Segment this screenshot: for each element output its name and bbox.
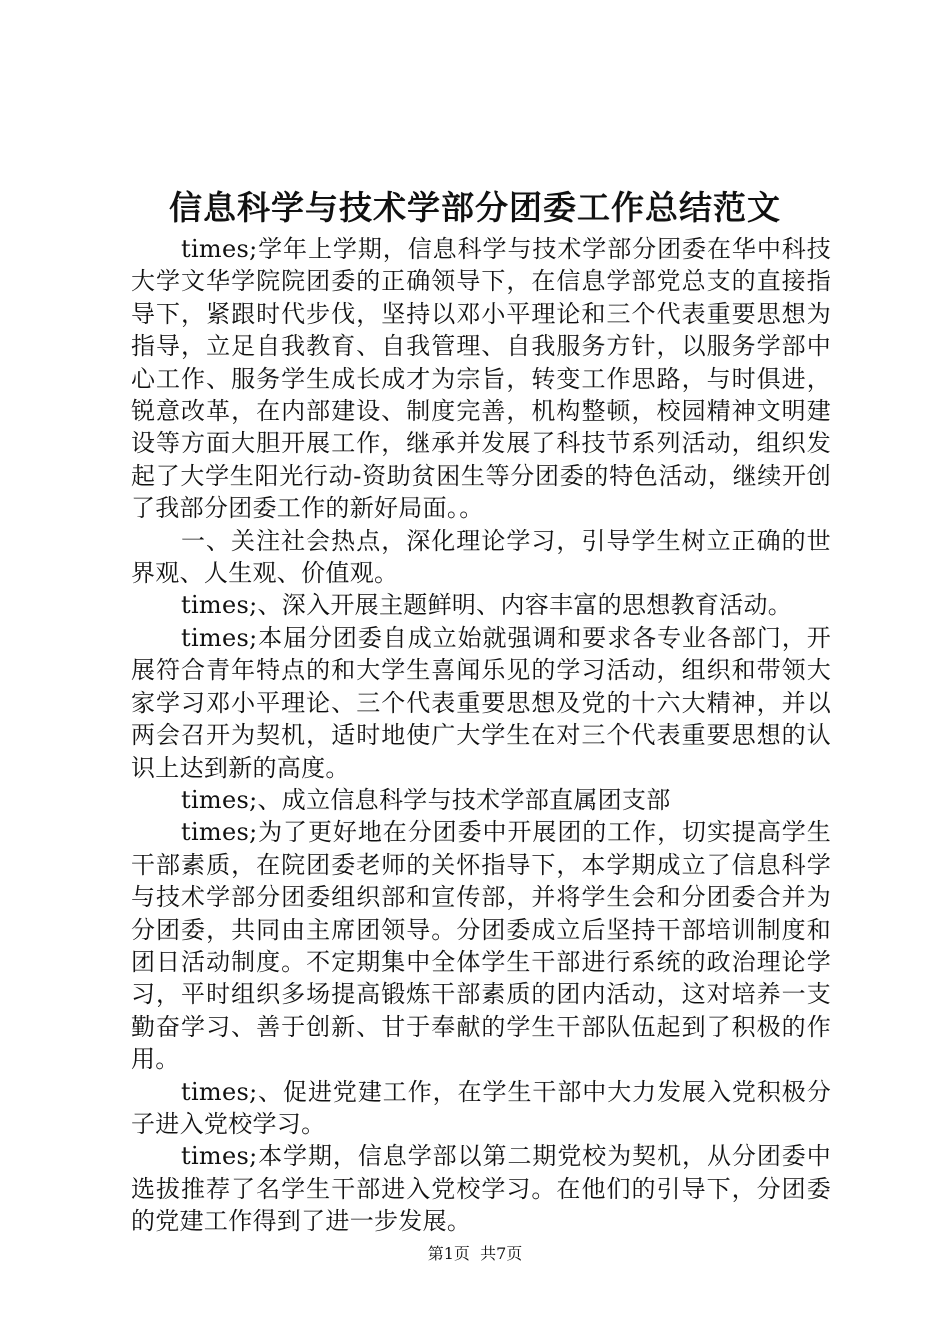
- paragraph: times;本届分团委自成立始就强调和要求各专业各部门，开展符合青年特点的和大学生喜闻乐见的学习活动，组织和带领大家学习邓小平理论、三个代表重要思想及党的十六大精神，并以两会召开为契机，适时地使广大学生在对三个代表重要思想的认识上达到新的高度。: [131, 623, 831, 782]
- document-body: [131, 233, 831, 1238]
- paragraph: times;为了更好地在分团委中开展团的工作，切实提高学生干部素质，在院团委老师的关怀指导下，本学期成立了信息科学与技术学部分团委组织部和宣传部，并将学生会和分团委合并为分团委，共同由主席团领导。分团委成立后坚持干部培训制度和团日活动制度。不定期集中全体学生干部进行系统的政治理论学习，平时组织多场提高锻炼干部素质的团内活动，这对培养一支勤奋学习、善于创新、甘于奉献的学生干部队伍起到了积极的作用。: [131, 818, 831, 1074]
- paragraph: times;学年上学期，信息科学与技术学部分团委在华中科技大学文华学院院团委的正确领导下，在信息学部党总支的直接指导下，紧跟时代步伐，坚持以邓小平理论和三个代表重要思想为指导，立足自我教育、自我管理、自我服务方针，以服务学部中心工作、服务学生成长成才为宗旨，转变工作思路，与时俱进，锐意改革，在内部建设、制度完善，机构整顿，校园精神文明建设等方面大胆开展工作，继承并发展了科技节系列活动，组织发起了大学生阳光行动-资助贫困生等分团委的特色活动，继续开创了我部分团委工作的新好局面。。: [131, 235, 831, 523]
- paragraph: times;本学期，信息学部以第二期党校为契机，从分团委中选拔推荐了名学生干部进入党校学习。在他们的引导下，分团委的党建工作得到了进一步发展。: [131, 1142, 831, 1236]
- paragraph: 一、关注社会热点，深化理论学习，引导学生树立正确的世界观、人生观、价值观。: [131, 526, 831, 588]
- page-number: 第1页 共7页: [427, 1244, 523, 1263]
- paragraph: times;、成立信息科学与技术学部直属团支部: [181, 785, 671, 814]
- paragraph: times;、促进党建工作，在学生干部中大力发展入党积极分子进入党校学习。: [131, 1077, 831, 1138]
- paragraph: times;、深入开展主题鲜明、内容丰富的思想教育活动。: [181, 591, 793, 620]
- document-title: 信息科学与技术学部分团委工作总结范文: [169, 188, 781, 227]
- page-footer: [0, 1244, 950, 1264]
